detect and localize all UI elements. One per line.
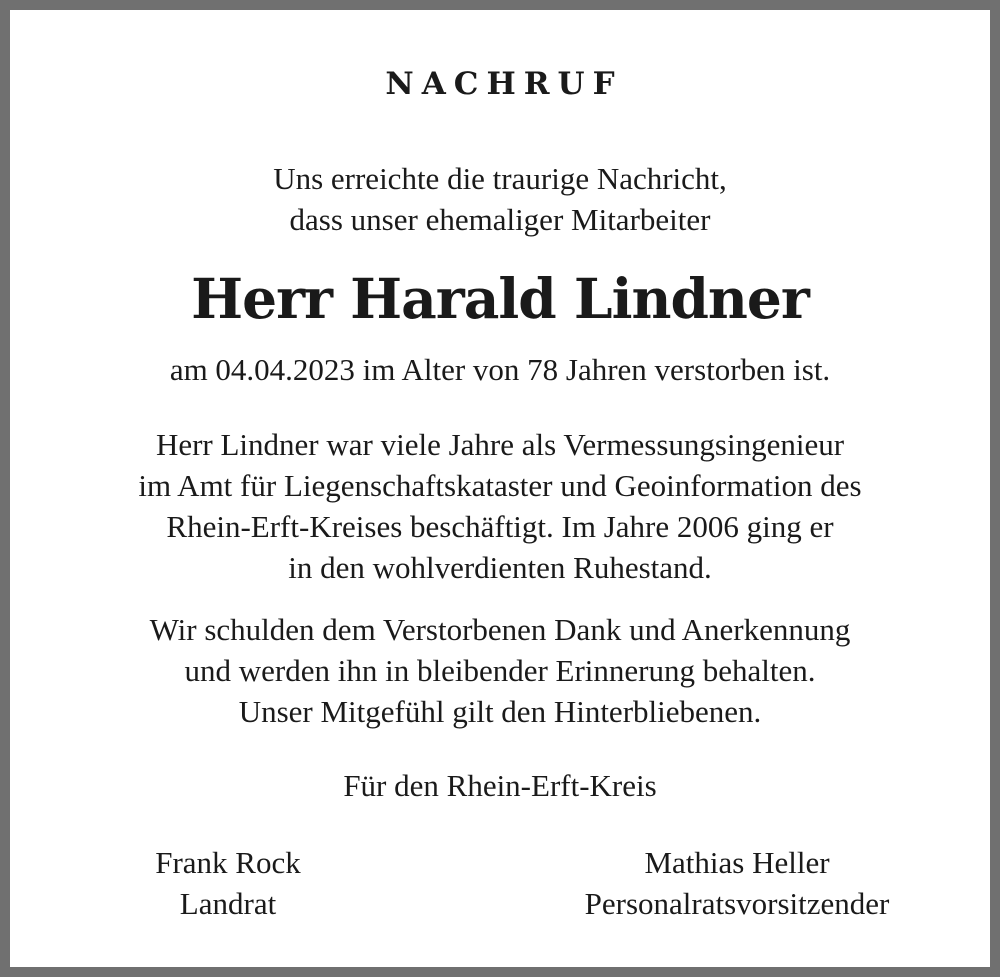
condolence-line: Unser Mitgefühl gilt den Hinterbliebenen. xyxy=(238,694,762,729)
biography-line: Rhein-Erft-Kreises beschäftigt. Im Jahre 2006 ging er xyxy=(166,509,834,544)
condolence-line: und werden ihn in bleibender Erinnerung behalten. xyxy=(184,653,816,688)
biography-line: im Amt für Liegenschaftskataster und Geoinformation des xyxy=(138,468,862,503)
intro-text xyxy=(10,158,990,240)
organization-line xyxy=(10,765,990,806)
signatory-name: Frank Rock xyxy=(155,845,301,880)
organization-text: Für den Rhein-Erft-Kreis xyxy=(343,768,657,803)
condolence-paragraph xyxy=(10,609,990,732)
biography-line: Herr Lindner war viele Jahre als Vermessungsingenieur xyxy=(155,427,845,462)
signatory-name: Mathias Heller xyxy=(644,845,830,880)
condolence-line: Wir schulden dem Verstorbenen Dank und Anerkennung xyxy=(149,612,851,647)
biography-line: in den wohlverdienten Ruhestand. xyxy=(288,550,712,585)
signatory-right xyxy=(537,842,937,924)
notice-heading: NACHRUF xyxy=(385,66,623,102)
biography-paragraph xyxy=(10,424,990,588)
signatory-role: Personalratsvorsitzender xyxy=(584,886,890,921)
deceased-name: Herr Harald Lindner xyxy=(191,266,809,331)
intro-line: dass unser ehemaliger Mitarbeiter xyxy=(289,202,711,237)
signatory-left xyxy=(28,842,428,924)
signatory-role: Landrat xyxy=(179,886,277,921)
date-of-death-line xyxy=(10,349,990,390)
intro-line: Uns erreichte die traurige Nachricht, xyxy=(273,161,727,196)
date-line: am 04.04.2023 im Alter von 78 Jahren verstorben ist. xyxy=(169,352,831,387)
